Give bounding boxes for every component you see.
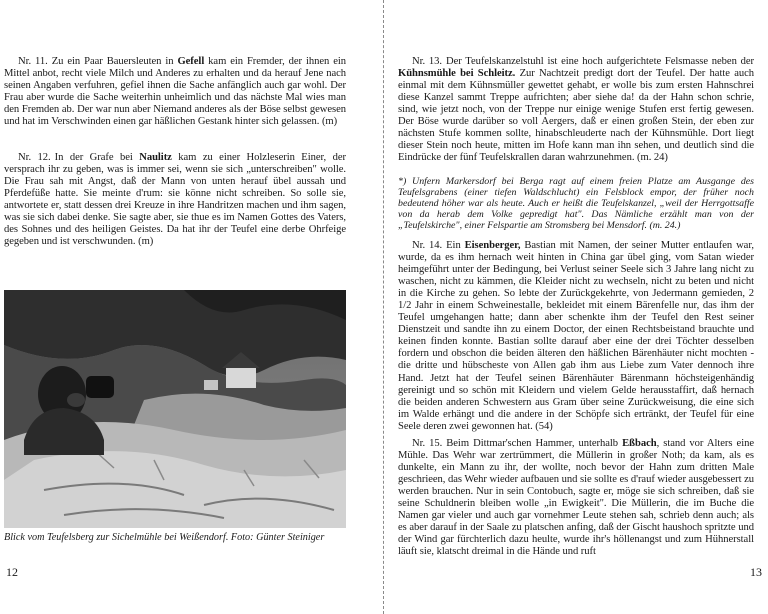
story-15	[398, 438, 754, 558]
story-text: , stand vor Alters eine Mühle. Das Wehr war zertrümmert, die Müllerin in großer Noth; da kam, als es dunkelte, ein Mann zu ihr, der wollte, noch bevor der Hahn zum dritten Male geschrieen, das Wehr wieder aufbauen und sie sollte es d'rauf wieder ausgebessert zu werden brauchen. Nur in sein Contobuch, sagte er, möge sie sich schreiben, daß sie seine Schuldnerin bleiben wolle „in Ewigkeit". Die Müllerin, die im Buche die Namen gar vieler und auch gar vornehmer Leute stehen sah, schrieb denn auch; als es aber darauf in der Saale zu platschen anfing, daß der Gischt haushoch spritzte und der Wind gar fürchterlich dazu heulte, wurde ihr's höllenangst und zum Hühnerstall läuft sie, klatscht dreimal in die Hände und ruft	[398, 438, 754, 558]
story-14	[398, 240, 754, 433]
right-page	[386, 0, 768, 614]
story-text: Der Teufelskanzelstuhl ist eine hoch aufgerichtete Felsmasse neben der	[445, 56, 754, 67]
page-number: 12	[6, 565, 18, 579]
story-11	[4, 56, 346, 128]
page-gutter	[383, 0, 384, 614]
place-name: Kühnsmühle bei Schleitz.	[398, 68, 516, 80]
story-number: Nr. 11.	[18, 56, 48, 67]
place-name: Naulitz	[139, 152, 172, 163]
story-text: kam ein Fremder, der ihnen ein Mittel anbot, recht viele Milch und Anderes zu erhalten und da herauf Jene nach seinen Angaben verfuhren, gefiel ihnen die Sache anfänglich auch gar wohl. Der Frau aber wurde die Sache weiterhin unheimlich und das nächste Mal wies man den Fremden ab. Der war nun aber Niemand anderes als der Böse selbst gewesen und hat im Verschwinden einen gar häßlichen Gestank hinter sich gelassen. (m)	[4, 56, 346, 128]
story-text: In der Grafe bei	[54, 152, 140, 163]
page-number: 13	[750, 565, 762, 579]
place-name: Eisenberger,	[464, 240, 521, 251]
photo	[4, 290, 346, 528]
footnote: *) Unfern Markersdorf bei Berga ragt auf einem freien Platze am Ausgange des Teufelsgrabens (einer tiefen Waldschlucht) ein Felsblock empor, der früher noch bedeutend höher war als heute. Auch er heißt die Teufelskanzel, „weil der Herrgottsaffe von da herab dem Volke gepredigt hat". Das Nämliche erzählt man von der „Teufelskirche", einer Felspartie am Stromsberg bei Mensdorf. (m. 24.)	[398, 176, 754, 232]
photo-image	[4, 290, 346, 528]
story-12	[4, 152, 346, 248]
story-number: Nr. 14.	[412, 240, 443, 251]
story-text: Bastian mit Namen, der seiner Mutter entlaufen war, wurde, da es ihm hernach weit hinten in China gar übel ging, vom Satan wieder heimgeführt unter der Bedingung, bei Verlust seiner Seele sich 3 Jahre lang nicht zu waschen, nicht zu kämmen, die Kleider nicht zu wechseln, nicht zu beten und nicht in die Kirche zu gehen. So lebte der Zurückgekehrte, von Jedermann gemieden, 2 1/2 Jahr in einem Schweinestalle, bekleidet mit einem Bärenfelle nur, das ihm der Teufel umgehangen hatte; dann aber schenkte ihm der Teufel den Rest seiner Dienstzeit und sandte ihn zu einem Doctor, der einen Rechtsbeistand brauchte und keinen finden konnte. Bastian sollte darauf aber eine der drei Töchter desselben fordern und obschon die beiden älteren den häßlichen Bärenhäuter nicht mochten - die dritte und hübscheste von Allen gab ihm aus Liebe zum Vater dennoch ihre Hand. Jetzt hat der Teufel seinen Bärenhäuter Bärenmann höchsteigenhändig gereinigt und so schön mit Kleidern und vielem Gelde herausstaffirt, daß hernach die beiden anderen Schwestern aus Gram über seine Zurückweisung, die eine sich im Walde erhängt und die andere in der Schöpfe sich ertränkt, der Teufel für eine Seele deren zwei gewonnen hat. (54)	[398, 240, 754, 432]
story-text: Ein	[446, 240, 465, 251]
place-name: Eßbach	[622, 438, 657, 449]
photo-caption: Blick vom Teufelsberg zur Sichelmühle bei Weißendorf. Foto: Günter Steiniger	[4, 532, 325, 543]
story-number: Nr. 15.	[412, 438, 443, 449]
place-name: Gefell	[177, 56, 205, 67]
story-text: Zu ein Paar Bauersleuten in	[51, 56, 178, 67]
story-text: kam zu einer Holzleserin Einer, der versprach ihr zu geben, was is immer sei, wenn sie sich „unterschreiben" wolle. Die Frau sah mit Angst, daß der Mann von unten herauf übel aussah und Pferdefüße hatte. Sie meinte d'rum: sie könne nicht schreiben. So solle sie, antwortete er, statt dessen drei Kreuze in ihre Handritzen machen und ihm sagen, was sie sich dabei denke. Sie sagte aber, sie thue es im Namen Gottes des Vaters, des Sohnes und des heiligen Geistes. Da hat ihr der Teufel eine derbe Ohrfeige gegeben und ist verschwunden. (m)	[4, 152, 346, 248]
story-number: Nr. 12.	[18, 152, 51, 163]
story-text: Beim Dittmar'schen Hammer, unterhalb	[446, 438, 623, 449]
story-text: Zur Nachtzeit predigt dort der Teufel. Der hatte auch einmal mit dem Kühnsmüller gewettet gehabt, er wolle bis zum ersten Hahnschrei diese Kanzel sammt Treppe aufrichten; aber siehe da! da der Hahn schon schrie, sind, wie jetzt noch, von der Treppe nur einige wenige Stufen erst fertig gewesen. Der Böse wurde darüber so voll Aergers, daß er einen großen Stein, der eben zur nächsten Stufe kommen sollte, hinabschleuderte nach der Kühnsmühle. Dort liegt dieser Stein noch heute, mitten im Hofe kann man ihn sehen, und deutlich sind die Eindrücke der fünf Teufelskrallen daran wahrzunehmen. (m. 24)	[398, 68, 754, 164]
story-number: Nr. 13.	[412, 56, 442, 67]
story-13	[398, 56, 754, 164]
left-page	[0, 0, 382, 614]
